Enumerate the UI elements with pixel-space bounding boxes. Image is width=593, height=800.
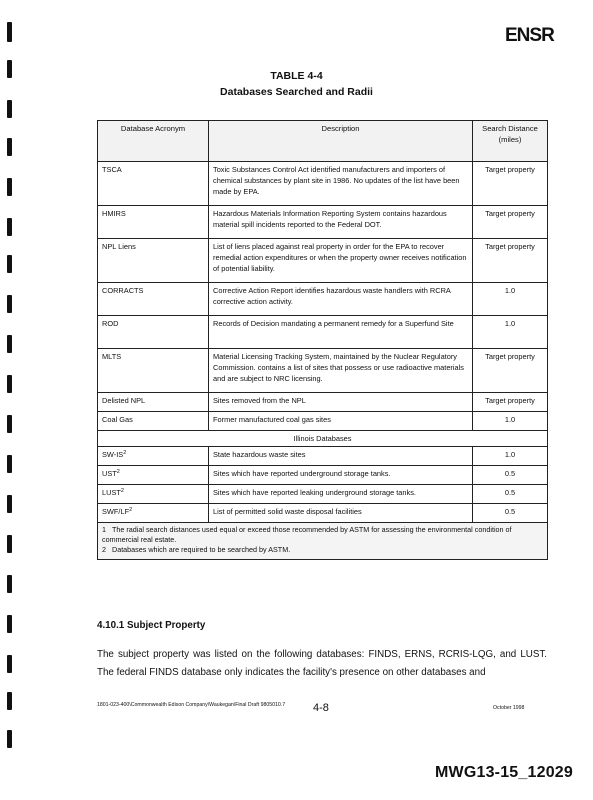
- cell-distance: 0.5: [473, 485, 548, 504]
- cell-acronym: TSCA: [98, 162, 209, 206]
- bates-stamp: MWG13-15_12029: [435, 764, 573, 781]
- cell-acronym: Coal Gas: [98, 412, 209, 431]
- footer-document-path: 1801-023-400\Commonwealth Edison Company\Waukegan\Final Draft 9805010.7: [97, 702, 286, 708]
- table-notes: [98, 523, 548, 560]
- cell-acronym: [98, 504, 209, 523]
- cell-acronym: MLTS: [98, 349, 209, 393]
- cell-distance: 1.0: [473, 283, 548, 316]
- acronym-text: SW-IS: [102, 450, 124, 459]
- table-header-row: [98, 121, 548, 162]
- header-distance: Search Distance (miles): [473, 121, 548, 162]
- cell-distance: Target property: [473, 349, 548, 393]
- cell-distance: 0.5: [473, 466, 548, 485]
- cell-description: Former manufactured coal gas sites: [209, 412, 473, 431]
- punch-mark: [7, 615, 12, 633]
- section-row: [98, 431, 548, 447]
- cell-acronym: Delisted NPL: [98, 393, 209, 412]
- footer-date: October 1998: [493, 705, 525, 711]
- table-notes-row: [98, 523, 548, 560]
- punch-mark: [7, 575, 12, 593]
- note-text: Databases which are required to be searched by ASTM.: [112, 545, 291, 554]
- punch-mark: [7, 335, 12, 353]
- cell-acronym: ROD: [98, 316, 209, 349]
- table-row: [98, 349, 548, 393]
- note-text: The radial search distances used equal or exceed those recommended by ASTM for assessing the environmental condition of commercial real estate.: [102, 525, 512, 544]
- note-marker: 1: [102, 525, 106, 534]
- cell-acronym: [98, 485, 209, 504]
- cell-description: State hazardous waste sites: [209, 447, 473, 466]
- cell-description: Hazardous Materials Information Reporting System contains hazardous material spill incidents reported to the Federal DOT.: [209, 206, 473, 239]
- cell-description: List of permitted solid waste disposal facilities: [209, 504, 473, 523]
- cell-acronym: HMIRS: [98, 206, 209, 239]
- punch-mark: [7, 495, 12, 513]
- punch-mark: [7, 218, 12, 236]
- cell-distance: Target property: [473, 206, 548, 239]
- cell-description: List of liens placed against real property in order for the EPA to recover remedial action expenditures or when the property owner receives notification of potential liability.: [209, 239, 473, 283]
- table-row: [98, 412, 548, 431]
- table-row: [98, 316, 548, 349]
- acronym-text: SWF/LF: [102, 507, 130, 516]
- footer-page-number: 4-8: [313, 702, 329, 714]
- cell-acronym: NPL Liens: [98, 239, 209, 283]
- punch-mark: [7, 138, 12, 156]
- punch-mark: [7, 455, 12, 473]
- table-title: Databases Searched and Radii: [220, 86, 373, 98]
- punch-mark: [7, 100, 12, 118]
- cell-description: Corrective Action Report identifies hazardous waste handlers with RCRA corrective action activity.: [209, 283, 473, 316]
- footnote-marker: 2: [129, 507, 133, 513]
- table-note: [102, 545, 543, 555]
- punch-mark: [7, 255, 12, 273]
- table-number: TABLE 4-4: [270, 70, 323, 82]
- table-row: [98, 447, 548, 466]
- punch-mark: [7, 178, 12, 196]
- section-label: Illinois Databases: [98, 431, 548, 447]
- note-marker: 2: [102, 545, 106, 554]
- acronym-text: UST: [102, 469, 117, 478]
- punch-mark: [7, 22, 12, 42]
- cell-acronym: [98, 466, 209, 485]
- table-row: [98, 485, 548, 504]
- table-row: [98, 239, 548, 283]
- punch-mark: [7, 730, 12, 748]
- cell-acronym: [98, 447, 209, 466]
- cell-acronym: CORRACTS: [98, 283, 209, 316]
- cell-description: Sites which have reported underground storage tanks.: [209, 466, 473, 485]
- table-row: [98, 504, 548, 523]
- punch-mark: [7, 415, 12, 433]
- cell-description: Sites removed from the NPL: [209, 393, 473, 412]
- cell-description: Sites which have reported leaking underground storage tanks.: [209, 485, 473, 504]
- section-paragraph: The subject property was listed on the following databases: FINDS, ERNS, RCRIS-LQG, and LUST. The federal FINDS database only indicates the facility's presence on other databases and: [97, 649, 547, 678]
- punch-mark: [7, 655, 12, 673]
- cell-description: Material Licensing Tracking System, maintained by the Nuclear Regulatory Commission. contains a list of sites that possess or use radioactive materials and are subject to NRC licensing.: [209, 349, 473, 393]
- footnote-marker: 2: [120, 488, 124, 494]
- table-row: [98, 162, 548, 206]
- cell-distance: 1.0: [473, 412, 548, 431]
- table-note: [102, 525, 543, 545]
- company-logo: ENSR: [505, 25, 554, 46]
- cell-description: Toxic Substances Control Act identified manufacturers and importers of chemical substances by plant site in 1986. No updates of the list have been made by EPA.: [209, 162, 473, 206]
- databases-table: [97, 120, 548, 560]
- table-row: [98, 466, 548, 485]
- punch-mark: [7, 535, 12, 553]
- header-description: Description: [209, 121, 473, 162]
- cell-distance: 1.0: [473, 316, 548, 349]
- cell-description: Records of Decision mandating a permanent remedy for a Superfund Site: [209, 316, 473, 349]
- acronym-text: LUST: [102, 488, 121, 497]
- cell-distance: 1.0: [473, 447, 548, 466]
- section-heading: 4.10.1 Subject Property: [97, 620, 206, 631]
- table-row: [98, 206, 548, 239]
- punch-mark: [7, 375, 12, 393]
- table-row: [98, 393, 548, 412]
- header-acronym: Database Acronym: [98, 121, 209, 162]
- table-row: [98, 283, 548, 316]
- cell-distance: Target property: [473, 162, 548, 206]
- footnote-marker: 2: [116, 469, 120, 475]
- cell-distance: Target property: [473, 393, 548, 412]
- cell-distance: 0.5: [473, 504, 548, 523]
- footnote-marker: 2: [123, 450, 127, 456]
- cell-distance: Target property: [473, 239, 548, 283]
- punch-mark: [7, 295, 12, 313]
- punch-mark: [7, 692, 12, 710]
